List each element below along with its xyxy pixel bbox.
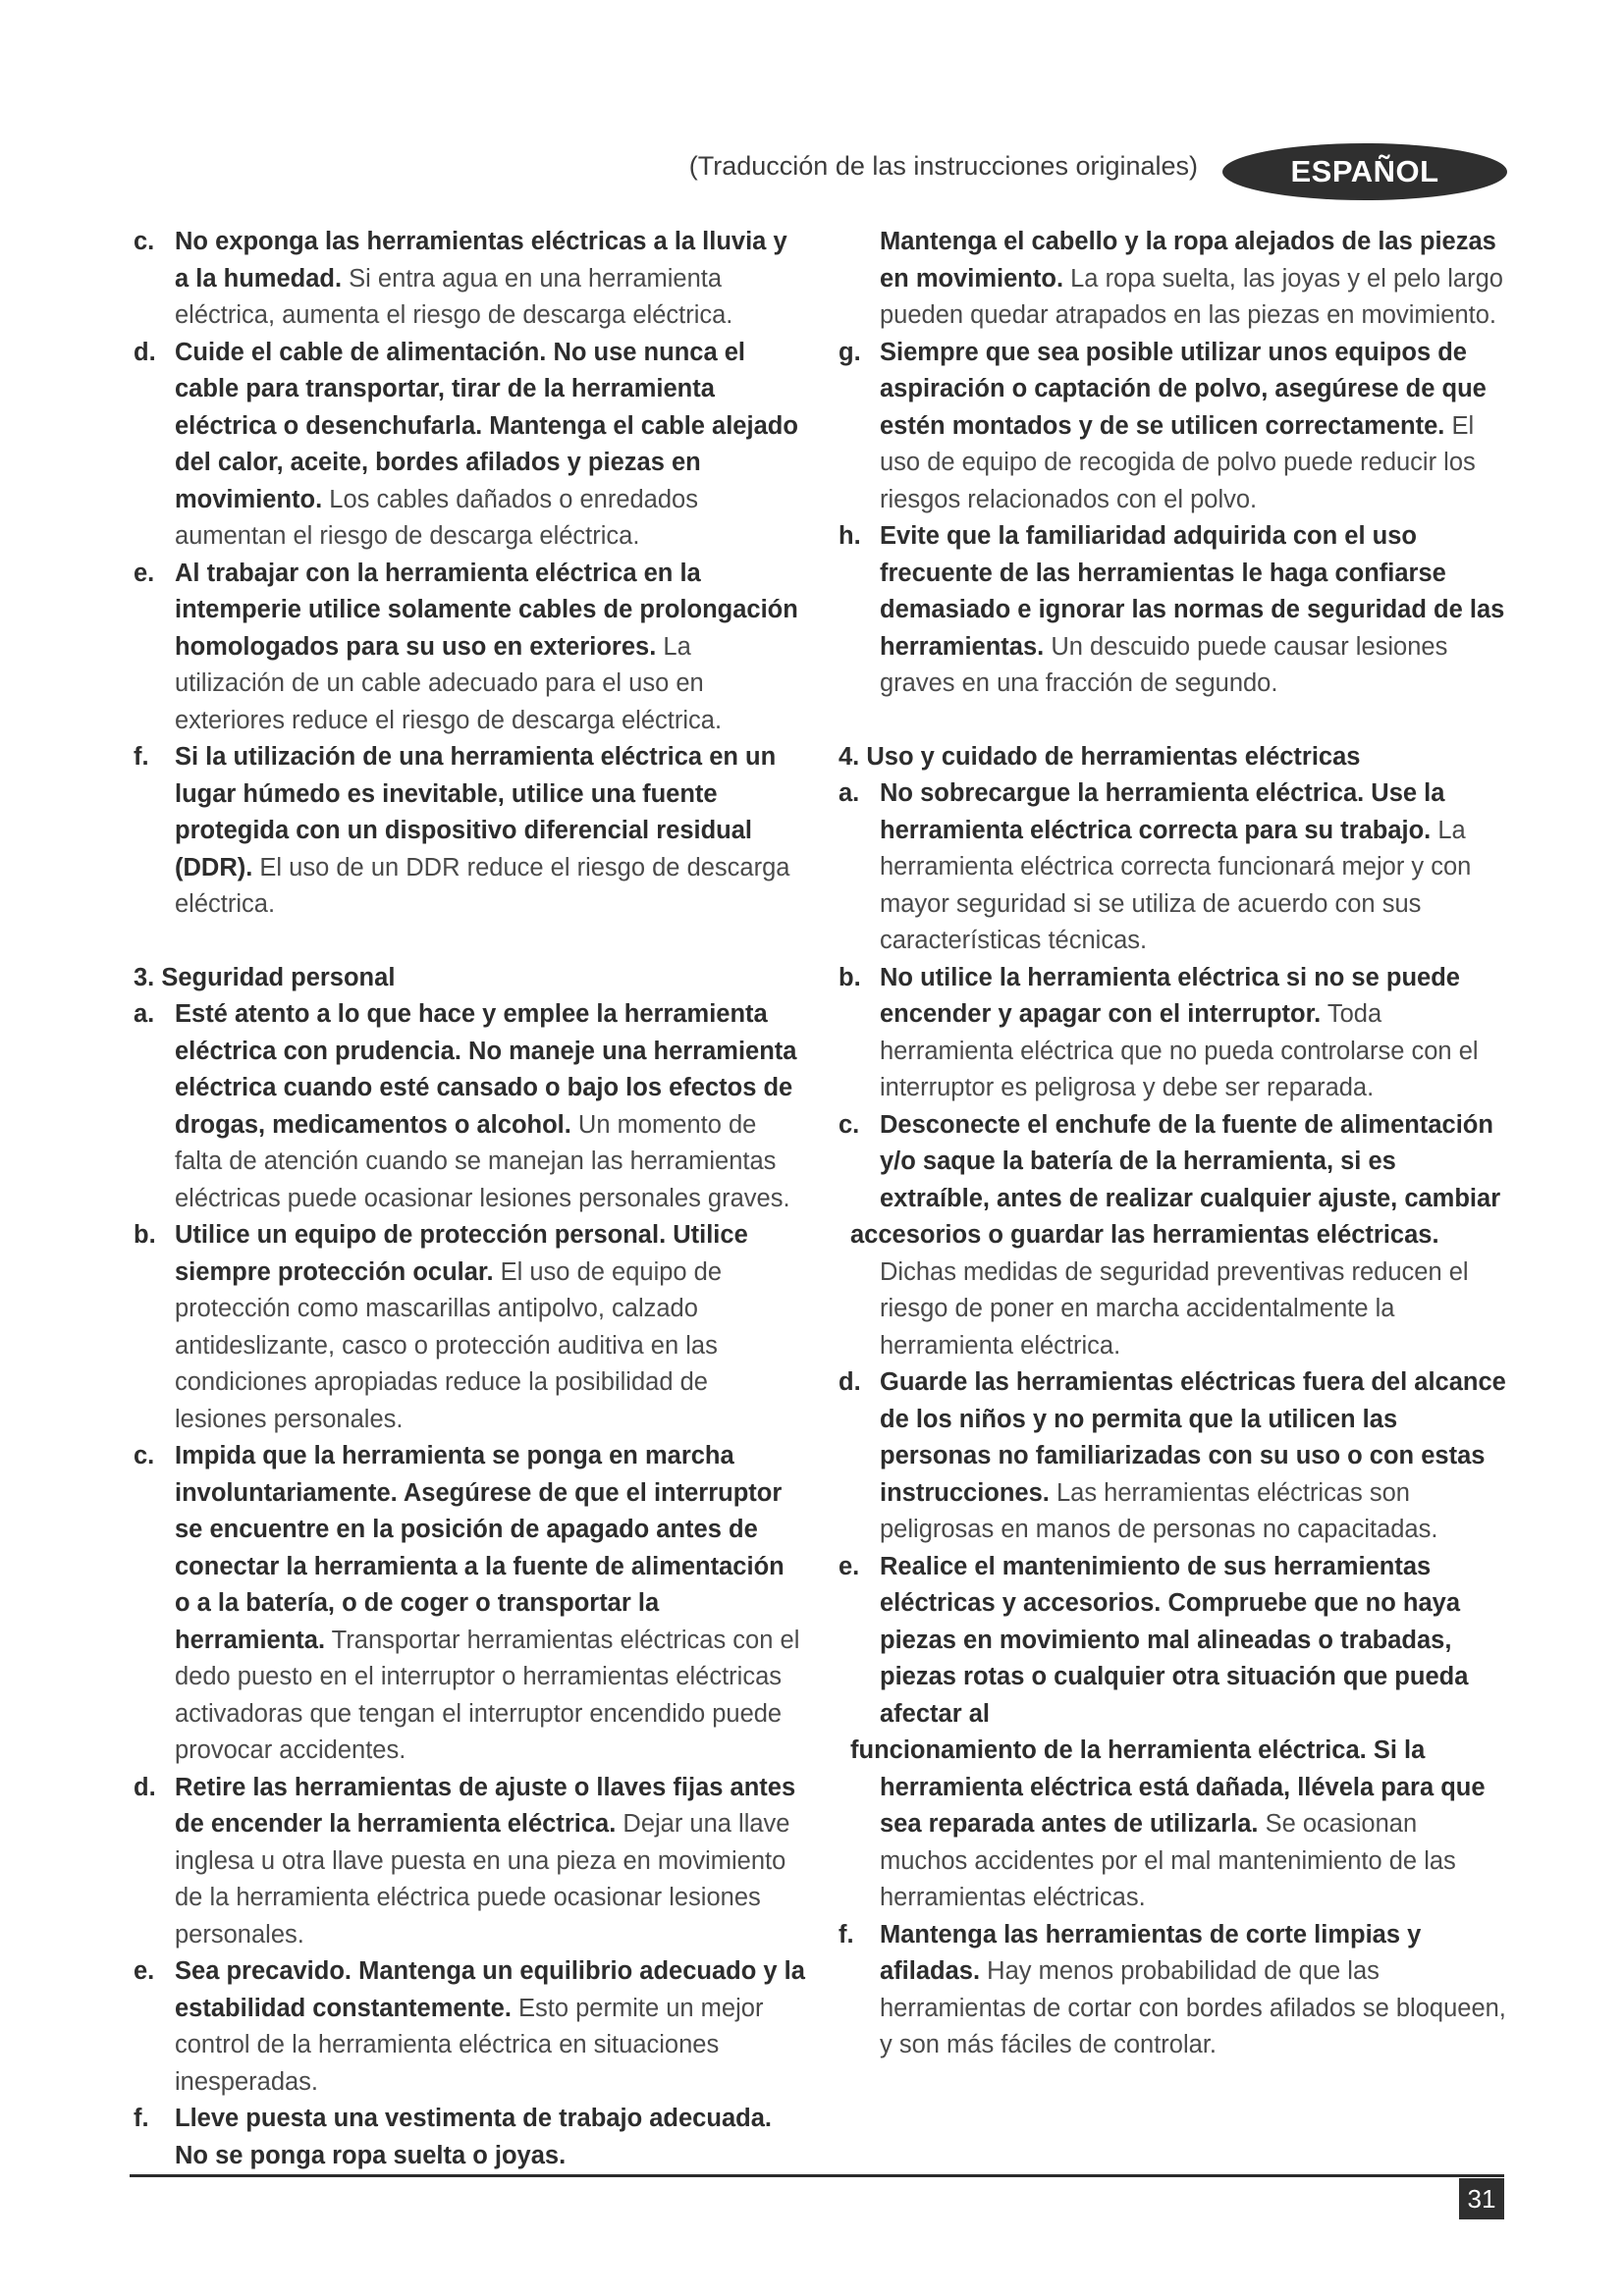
item-heading: Retire las herramientas de ajuste o llaves fijas antes de encender la herramienta eléctrica.: [175, 1773, 796, 1838]
list-item: [128, 739, 805, 924]
item-heading: Si la utilización de una herramienta eléctrica en un lugar húmedo es inevitable, utilice una fuente protegida con un dispositivo diferencial residual (DDR).: [175, 743, 777, 881]
list-item: [128, 556, 805, 740]
item-heading: Utilice un equipo de protección personal. Utilice siempre protección ocular.: [175, 1221, 748, 1286]
item-letter: e.: [134, 559, 155, 587]
list-item: [128, 1770, 805, 1954]
item-body: Si entra agua en una herramienta eléctrica, aumenta el riesgo de descarga eléctrica.: [175, 264, 733, 329]
list-item: [833, 775, 1510, 960]
item-heading: Siempre que sea posible utilizar unos equipos de aspiración o captación de polvo, asegúrese de que estén montados y de se utilicen correctamente.: [880, 338, 1487, 440]
item-body: Dejar una llave inglesa u otra llave puesta en una pieza en movimiento de la herramienta eléctrica puede ocasionar lesiones personales.: [175, 1810, 790, 1949]
list-item: [128, 1953, 805, 2101]
item-heading: herramienta eléctrica está dañada, llévela para que sea reparada antes de utilizarla.: [880, 1773, 1486, 1838]
right-column: [833, 224, 1510, 2064]
item-heading: Impida que la herramienta se ponga en marcha involuntariamente. Asegúrese de que el interruptor se encuentre en la posición de apagado antes de conectar la herramienta a la fuente de alimentación o a la batería, o de coger o transportar la herramienta.: [175, 1442, 785, 1654]
item-body: Toda herramienta eléctrica que no pueda controlarse con el interruptor es peligrosa y debe ser reparada.: [880, 1000, 1479, 1101]
item-letter: b.: [839, 963, 861, 991]
item-body: Esto permite un mejor control de la herramienta eléctrica en situaciones inesperadas.: [175, 1994, 764, 2096]
list-item: [833, 1917, 1510, 2064]
item-heading: Mantenga las herramientas de corte limpias y afiladas.: [880, 1920, 1422, 1985]
item-heading: No exponga las herramientas eléctricas a la lluvia y a la humedad.: [175, 228, 787, 293]
item-letter: d.: [134, 1773, 156, 1801]
item-heading: Evite que la familiaridad adquirida con el uso frecuente de las herramientas le haga confiarse demasiado e ignorar las normas de seguridad de las herramientas.: [880, 522, 1505, 661]
item-heading: No utilice la herramienta eléctrica si no se puede encender y apagar con el interruptor.: [880, 963, 1460, 1028]
list-item: [128, 335, 805, 556]
item-letter: f.: [134, 2105, 149, 2132]
list-item: [833, 1364, 1510, 1549]
item-body: Un descuido puede causar lesiones graves en una fracción de segundo.: [880, 632, 1448, 697]
item-body: Dichas medidas de seguridad preventivas reducen el riesgo de poner en marcha accidentalmente la herramienta eléctrica.: [880, 1257, 1469, 1360]
language-badge: ESPAÑOL: [1222, 143, 1507, 200]
item-c-head: [833, 1107, 1510, 1218]
item-heading-outdent: accesorios o guardar las herramientas eléctricas.: [850, 1221, 1439, 1249]
list-item: [128, 224, 805, 335]
left-column: [128, 224, 805, 2174]
item-heading: Lleve puesta una vestimenta de trabajo adecuada. No se ponga ropa suelta o joyas.: [175, 2105, 772, 2169]
item-e-tail: [833, 1770, 1510, 1917]
item-letter: g.: [839, 338, 861, 366]
item-body: La ropa suelta, las joyas y el pelo largo pueden quedar atrapados en las piezas en movimiento.: [880, 264, 1503, 329]
list-item: [833, 518, 1510, 703]
list-item: [833, 1107, 1510, 1365]
list-item: [833, 335, 1510, 519]
page-number: 31: [1459, 2178, 1504, 2219]
item-letter: c.: [134, 1442, 155, 1469]
item-body: La utilización de un cable adecuado para el uso en exteriores reduce el riesgo de descarga eléctrica.: [175, 632, 723, 734]
item-letter: e.: [134, 1957, 155, 1985]
item-body: Transportar herramientas eléctricas con el dedo puesto en el interruptor o herramientas eléctricas activadoras que tengan el interruptor encendido puede provocar accidentes.: [175, 1626, 800, 1764]
item-heading: Mantenga el cabello y la ropa alejados de las piezas en movimiento.: [880, 228, 1496, 293]
list-item: [128, 996, 805, 1217]
item-body: La herramienta eléctrica correcta funcionará mejor y con mayor seguridad si se utiliza de acuerdo con sus características técnicas.: [880, 816, 1472, 954]
footer-rule: [130, 2174, 1504, 2177]
item-letter: d.: [134, 338, 156, 366]
section-title-tool-use-and-care: 4. Uso y cuidado de herramientas eléctricas: [839, 742, 1361, 771]
item-body: Hay menos probabilidad de que las herramientas de cortar con bordes afilados se bloqueen, y son más fáciles de controlar.: [880, 1957, 1506, 2058]
item-heading: Esté atento a lo que hace y emplee la herramienta eléctrica con prudencia. No maneje una herramienta eléctrica cuando esté cansado o bajo los efectos de drogas, medicamentos o alcohol.: [175, 1000, 797, 1139]
item-letter: b.: [134, 1221, 156, 1249]
list-item: [128, 1217, 805, 1438]
list-item-continuation: [833, 224, 1510, 335]
list-item: [128, 2101, 805, 2174]
item-heading: Desconecte el enchufe de la fuente de alimentación y/o saque la batería de la herramienta, si es extraíble, antes de realizar cualquier ajuste, cambiar: [880, 1110, 1501, 1212]
section-title-personal-safety: 3. Seguridad personal: [134, 963, 396, 991]
item-letter: a.: [134, 1000, 155, 1028]
item-heading: Cuide el cable de alimentación. No use nunca el cable para transportar, tirar de la herramienta eléctrica o desenchufarla. Mantenga el cable alejado del calor, aceite, bordes afilados y piezas en movimiento.: [175, 338, 798, 513]
item-body: El uso de equipo de protección como mascarillas antipolvo, calzado antideslizante, casco o protección auditiva en las condiciones apropiadas reduce la posibilidad de lesiones personales.: [175, 1257, 723, 1433]
list-item: [833, 960, 1510, 1107]
item-heading: No sobrecargue la herramienta eléctrica. Use la herramienta eléctrica correcta para su trabajo.: [880, 779, 1445, 844]
item-letter: h.: [839, 522, 861, 550]
item-heading: Sea precavido. Mantenga un equilibrio adecuado y la estabilidad constantemente.: [175, 1957, 805, 2022]
item-letter: f.: [134, 743, 149, 771]
item-heading-outdent: funcionamiento de la herramienta eléctrica. Si la: [850, 1736, 1426, 1764]
item-body: Se ocasionan muchos accidentes por el mal mantenimiento de las herramientas eléctricas.: [880, 1810, 1456, 1911]
item-heading: Guarde las herramientas eléctricas fuera del alcance de los niños y no permita que la utilicen las personas no familiarizadas con su uso o con estas instrucciones.: [880, 1368, 1506, 1507]
item-heading: Al trabajar con la herramienta eléctrica en la intemperie utilice solamente cables de prolongación homologados para su uso en exteriores.: [175, 559, 798, 661]
item-letter: c.: [839, 1110, 860, 1139]
item-body: Los cables dañados o enredados aumentan el riesgo de descarga eléctrica.: [175, 485, 698, 550]
item-letter: a.: [839, 779, 860, 807]
list-item: [833, 1549, 1510, 1917]
item-heading: Realice el mantenimiento de sus herramientas eléctricas y accesorios. Compruebe que no haya piezas en movimiento mal alineadas o trabadas, piezas rotas o cualquier otra situación que pueda afectar al: [880, 1552, 1469, 1728]
item-body: Un momento de falta de atención cuando se manejan las herramientas eléctricas puede ocasionar lesiones personales graves.: [175, 1110, 790, 1212]
item-letter: e.: [839, 1552, 860, 1580]
item-letter: d.: [839, 1368, 861, 1396]
item-body: El uso de equipo de recogida de polvo puede reducir los riesgos relacionados con el polvo.: [880, 411, 1476, 513]
list-item: [128, 1438, 805, 1770]
item-e-head: [833, 1549, 1510, 1734]
item-letter: c.: [134, 228, 155, 255]
item-body: El uso de un DDR reduce el riesgo de descarga eléctrica.: [175, 853, 790, 918]
item-body: Las herramientas eléctricas son peligrosas en manos de personas no capacitadas.: [880, 1478, 1438, 1543]
item-letter: f.: [839, 1920, 854, 1949]
translation-note: (Traducción de las instrucciones originales): [688, 151, 1198, 181]
